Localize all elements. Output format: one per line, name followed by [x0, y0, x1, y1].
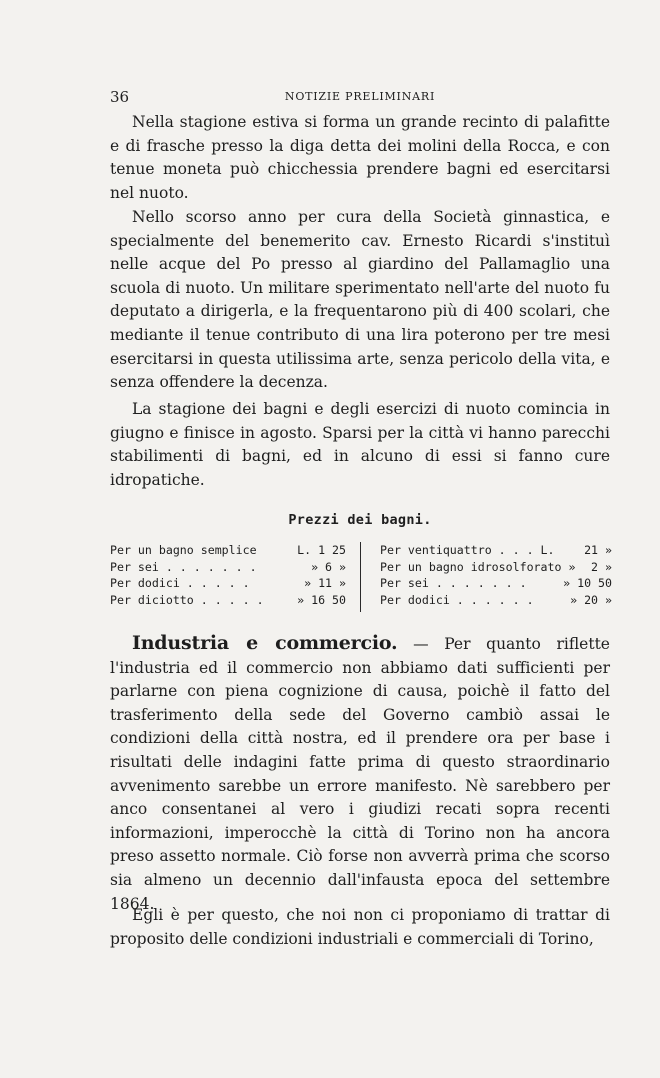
price-value: L. 1 25 [297, 543, 346, 557]
price-value: » 6 » [311, 559, 346, 574]
price-row [380, 592, 612, 609]
running-head: NOTIZIE PRELIMINARI [284, 90, 436, 103]
price-table-title: Prezzi dei bagni. [288, 512, 432, 528]
price-label: Per sei . . . . . . . [380, 576, 527, 591]
price-label: Per dodici . . . . . . [380, 592, 534, 607]
price-label: Per un bagno semplice [110, 543, 257, 557]
price-value: » 16 50 [297, 592, 346, 607]
price-row [110, 592, 346, 609]
price-value: » 20 » [570, 592, 612, 607]
price-label: Per ventiquattro . . . L. [380, 543, 555, 557]
price-row [110, 559, 346, 576]
price-table-right [380, 542, 612, 608]
column-divider [360, 542, 361, 612]
paragraph-swimming-school: Nello scorso anno per cura della Società ginnastica, e specialmente del benemerito cav. Ernesto Ricardi s'instituì nelle acque del Po presso al giardino del Pallamaglio una scuola di nuoto. Un militare sperimentato nell'arte del nuoto fu deputato a dirigerla, e la frequentarono più di 400 scolari, che mediante il tenue contributo di una lira poterono per tre mesi esercitarsi in questa utilissima arte, senza pericolo della vita, e senza offendere la decenza. [110, 208, 610, 392]
page-header [110, 88, 610, 108]
price-row [110, 542, 346, 559]
price-label: Per diciotto . . . . . [110, 592, 264, 607]
price-value: » 11 » [304, 576, 346, 591]
price-row [380, 542, 612, 559]
price-value: 21 » [584, 543, 612, 557]
paragraph-industry [110, 632, 610, 916]
price-row [380, 575, 612, 592]
section-text: — Per quanto riflette l'industria ed il commercio non abbiamo dati sufficienti per parlarne con piena cognizione di causa, poichè il fatto del trasferimento della sede del Governo cambiò assai le condizioni della città nostra, ed il prendere ora per base i risultati delle indagini fatte prima di questo straordinario avvenimento sarebbe un errore manifesto. Nè sarebbero per anco consentanei al vero i giudizi recati sopra recenti informazioni, imperocchè la città di Torino non ha ancora preso assetto normale. Ciò forse non avverrà prima che scorso sia almeno un decennio dall'infausta epoca del settembre 1864. [110, 635, 610, 913]
section-heading: Industria e commercio. [132, 632, 398, 654]
price-label: Per un bagno idrosolforato » [380, 559, 576, 574]
price-label: Per dodici . . . . . [110, 576, 250, 591]
paragraph-industry-continued: Egli è per questo, che noi non ci proponiamo di trattar di proposito delle condizioni industriali e commerciali di Torino, [110, 906, 610, 948]
price-table-left [110, 542, 346, 608]
price-row [380, 559, 612, 576]
price-value: 2 » [591, 559, 612, 574]
price-row [110, 575, 346, 592]
price-value: » 10 50 [563, 576, 612, 591]
page-number: 36 [110, 88, 130, 106]
price-label: Per sei . . . . . . . [110, 559, 257, 574]
paragraph-bath-season: La stagione dei bagni e degli esercizi di nuoto comincia in giugno e finisce in agosto. Sparsi per la città vi hanno parecchi stabilimenti di bagni, ed in alcuno di essi si fanno cure idropatiche. [110, 400, 610, 489]
paragraph-swimming-enclosure: Nella stagione estiva si forma un grande recinto di palafitte e di frasche presso la diga detta dei molini della Rocca, e con tenue moneta può chicchessia prendere bagni ed esercitarsi nel nuoto. [110, 113, 610, 202]
